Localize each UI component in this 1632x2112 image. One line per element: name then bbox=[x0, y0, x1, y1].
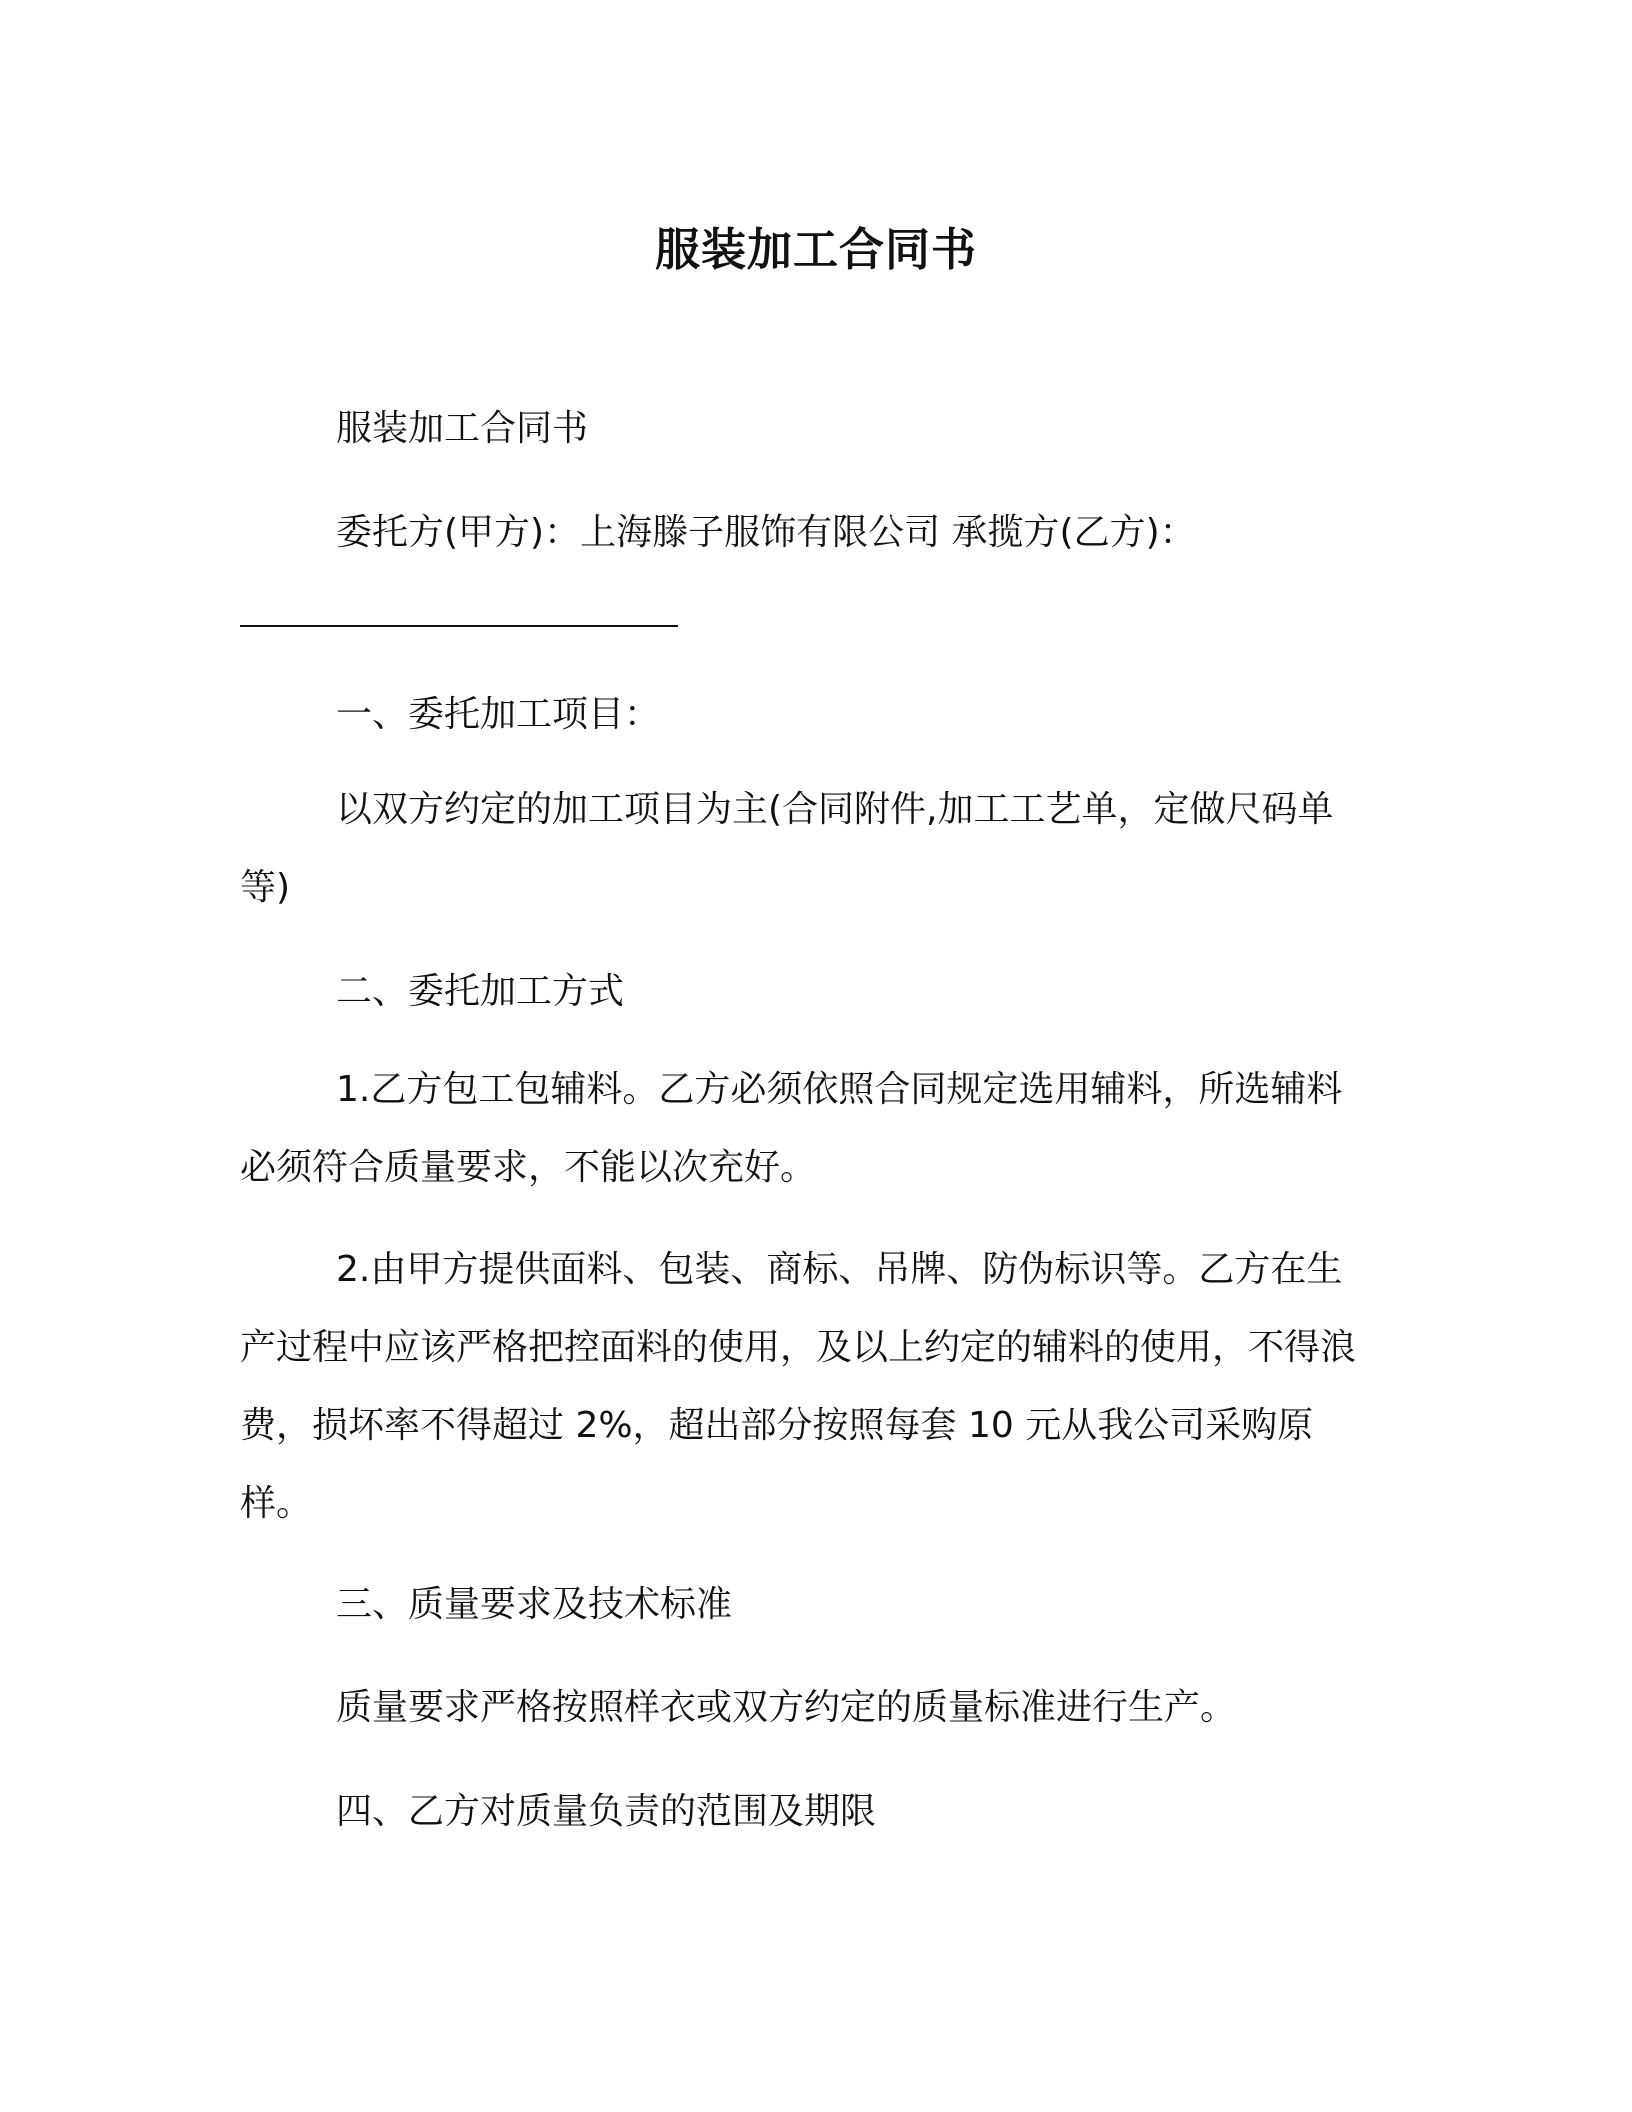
section-heading-1: 一、委托加工项目： bbox=[336, 694, 661, 735]
section-1-body: 以双方约定的加工项目为主(合同附件,加工工艺单，定做尺码单等) bbox=[240, 789, 1334, 908]
section-2-item-1: 1.乙方包工包辅料。乙方必须依照合同规定选用辅料，所选辅料必须符合质量要求，不能以次充好。 bbox=[240, 1069, 1343, 1188]
signature-blank-line bbox=[240, 625, 678, 627]
section-2-item-2: 2.由甲方提供面料、包装、商标、吊牌、防伪标识等。乙方在生产过程中应该严格把控面料的使用，及以上约定的辅料的使用，不得浪费，损坏率不得超过 2%，超出部分按照每套 10 元从我公司采购原样。 bbox=[240, 1249, 1357, 1524]
subtitle-paragraph: 服装加工合同书 bbox=[336, 408, 589, 449]
section-heading-4: 四、乙方对质量负责的范围及期限 bbox=[336, 1791, 877, 1832]
section-heading-2: 二、委托加工方式 bbox=[336, 971, 625, 1012]
document-title: 服装加工合同书 bbox=[654, 223, 977, 276]
section-3-body: 质量要求严格按照样衣或双方约定的质量标准进行生产。 bbox=[336, 1687, 1237, 1728]
section-heading-3: 三、质量要求及技术标准 bbox=[336, 1584, 733, 1625]
parties-paragraph: 委托方(甲方)：上海滕子服饰有限公司 承揽方(乙方)： bbox=[336, 512, 1196, 553]
